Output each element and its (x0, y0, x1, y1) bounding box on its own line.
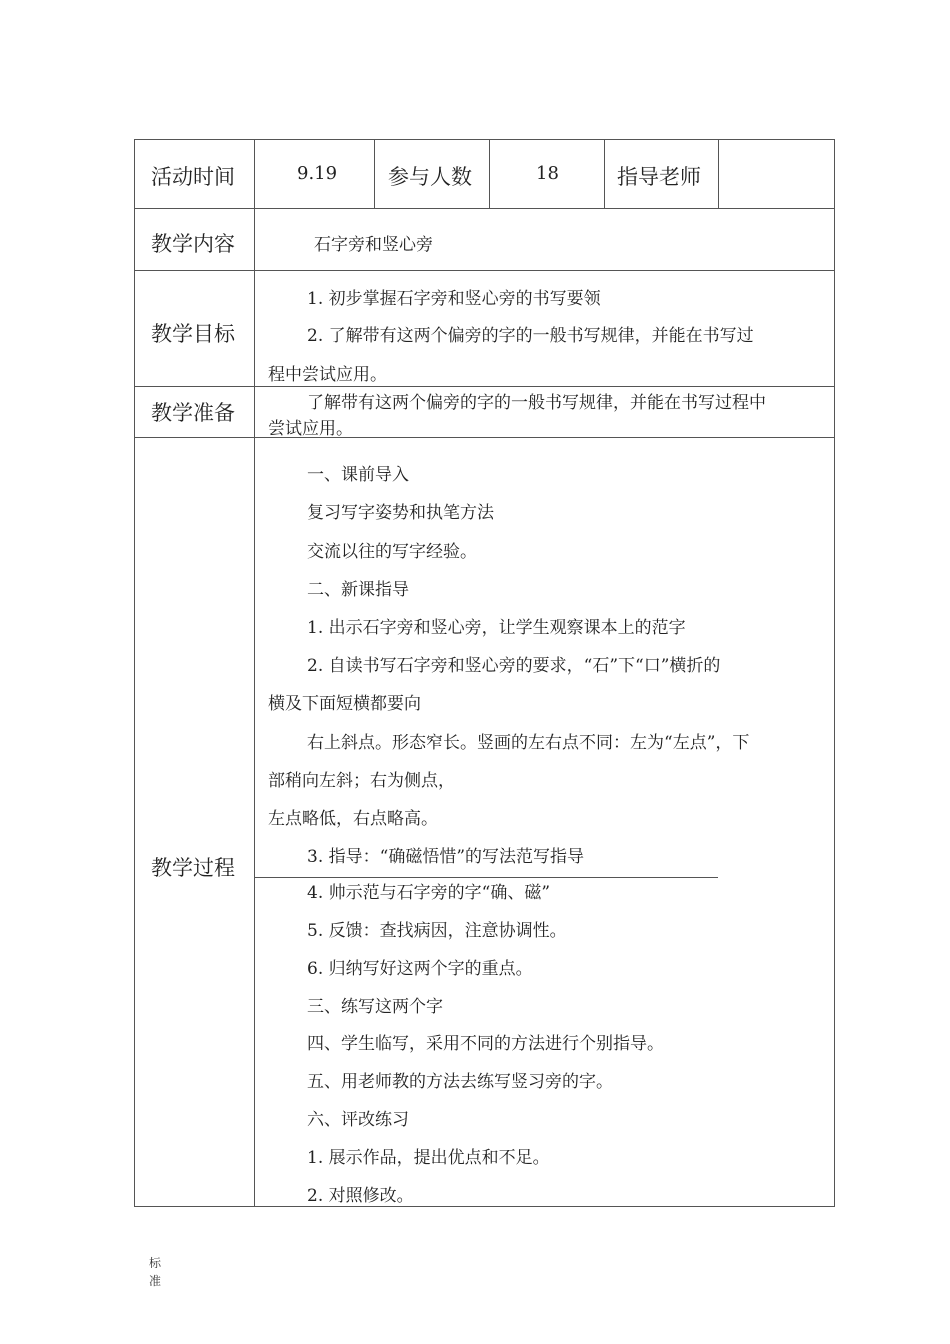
goals-label: 教学目标 (151, 322, 235, 346)
process-line: 右上斜点。形态窄长。竖画的左右点不同：左为“左点”，下 (307, 733, 750, 753)
time-value: 9.19 (297, 163, 338, 184)
content-label: 教学内容 (151, 232, 235, 256)
process-line: 部稍向左斜；右为侧点， (268, 771, 455, 791)
prep-line-1: 了解带有这两个偏旁的字的一般书写规律，并能在书写过程中 (307, 393, 766, 413)
process-line: 2. 对照修改。 (307, 1186, 414, 1206)
footer-char-1: 标 (149, 1256, 162, 1270)
process-line: 2. 自读书写石字旁和竖心旁的要求，“石”下“口”横折的 (307, 656, 721, 676)
goals-line-2: 2. 了解带有这两个偏旁的字的一般书写规律，并能在书写过 (307, 326, 754, 346)
process-line: 3. 指导：“确磁悟惜”的写法范写指导 (307, 847, 585, 867)
process-label: 教学过程 (151, 856, 235, 880)
process-line: 6. 归纳写好这两个字的重点。 (307, 959, 533, 979)
process-line: 5. 反馈：查找病因，注意协调性。 (307, 921, 567, 941)
process-line: 二、新课指导 (307, 580, 409, 600)
people-label: 参与人数 (388, 165, 472, 189)
process-line: 六、评改练习 (307, 1110, 409, 1130)
process-line: 一、课前导入 (307, 465, 409, 485)
process-line: 三、练写这两个字 (307, 997, 443, 1017)
content-text: 石字旁和竖心旁 (314, 235, 433, 255)
goals-line-1: 1. 初步掌握石字旁和竖心旁的书写要领 (307, 289, 601, 309)
process-line: 复习写字姿势和执笔方法 (307, 503, 494, 523)
process-line: 交流以往的写字经验。 (307, 542, 477, 562)
process-line: 1. 出示石字旁和竖心旁，让学生观察课本上的范字 (307, 618, 686, 638)
goals-line-3: 程中尝试应用。 (268, 365, 387, 385)
process-line: 五、用老师教的方法去练写竖习旁的字。 (307, 1072, 613, 1092)
process-line: 四、学生临写，采用不同的方法进行个别指导。 (307, 1034, 664, 1054)
teacher-label: 指导老师 (617, 165, 701, 189)
prep-line-2: 尝试应用。 (268, 419, 353, 439)
time-label: 活动时间 (151, 165, 235, 189)
process-line: 4. 帅示范与石字旁的字“确、磁” (307, 883, 551, 903)
prep-label: 教学准备 (151, 401, 235, 425)
process-line: 横及下面短横都要向 (268, 694, 421, 714)
process-line: 1. 展示作品，提出优点和不足。 (307, 1148, 550, 1168)
process-line: 左点略低，右点略高。 (268, 809, 438, 829)
people-value: 18 (536, 163, 559, 184)
footer-char-2: 准 (149, 1274, 162, 1288)
